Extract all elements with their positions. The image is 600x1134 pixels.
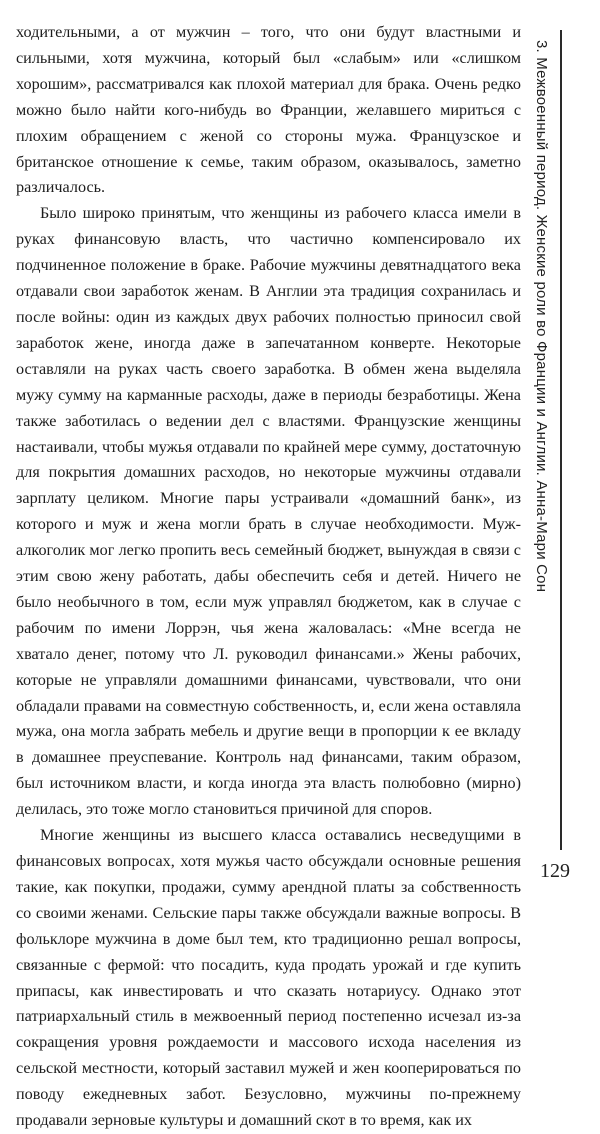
running-head-rule [560,30,562,850]
running-head-text: 3. Межвоенный период. Женские роли во Франции и Англии. Анна-Мари Сон [533,40,550,593]
page-number: 129 [540,860,570,882]
paragraph-3: Многие женщины из высшего класса оставались несведущими в финансовых вопросах, хотя мужья часто обсуждали основные решения такие, как покупки, продажи, сумму арендной платы за собственность со своими женами. Сельские пары также обсуждали важные вопросы. В фольклоре мужчина в доме был тем, кто традиционно решал вопросы, связанные с фермой: что посадить, куда продать урожай и где купить припасы, как инвестировать и что сказать нотариусу. Однако этот патриархальный стиль в межвоенный период постепенно исчезал из-за сокращения уровня рождаемости и массового исхода населения из сельской местности, который заставил мужей и жен кооперироваться по поводу ежедневных забот. Безусловно, мужчины по-прежнему продавали зерновые культуры и домашний скот в то время, как их [16,826,521,1130]
running-head [521,30,569,830]
paragraph-2: Было широко принятым, что женщины из рабочего класса имели в руках финансовую власть, что частично компенсировало их подчиненное положение в браке. Рабочие мужчины девятнадцатого века отдавали свои заработок женам. В Англии эта традиция сохранилась и после войны: один из каждых двух рабочих полностью приносил свой заработок жене, иногда даже в запечатанном конверте. Некоторые оставляли на руках часть своего заработка. В обмен жена выделяла мужу сумму на карманные расходы, даже в периоды безработицы. Жена также заботилась о ведении дел с властями. Французские женщины настаивали, чтобы мужья отдавали по крайней мере сумму, достаточную для покрытия домашних расходов, но некоторые мужчины отдавали зарплату целиком. Многие пары устраивали «домашний банк», из которого и муж и жена могли брать в случае необходимости. Муж-алкоголик мог легко пропить весь семейный бюджет, вынуждая в связи с этим свою жену работать, дабы обеспечить себя и детей. Ничего не было необычного в том, если муж управлял бюджетом, как в случае с рабочим по имени Лоррэн, чья жена жаловалась: «Мне всегда не хватало денег, потому что Л. руководил финансами.» Жены рабочих, которые не управляли домашними финансами, чувствовали, что они обладали правами на совместную собственность, и, если жена оставляла мужа, она могла забрать мебель и другие вещи в пропорции к ее вкладу в домашнее преуспевание. Контроль над финансами, таким образом, был источником власти, и когда иногда эта власть полюбовно (мирно) делилась, это тоже могло становиться причиной для споров. [16,204,521,819]
paragraph-1: ходительными, а от мужчин – того, что они будут властными и сильными, хотя мужчина, который был «слабым» или «слишком хорошим», рассматривался как плохой материал для брака. Очень редко можно было найти кого-нибудь во Франции, желавшего мириться с плохим обращением с женой со стороны мужа. Французское и британское отношение к семье, таким образом, оказывалось, заметно различалось. [16,23,521,197]
page-body [16,20,521,1134]
